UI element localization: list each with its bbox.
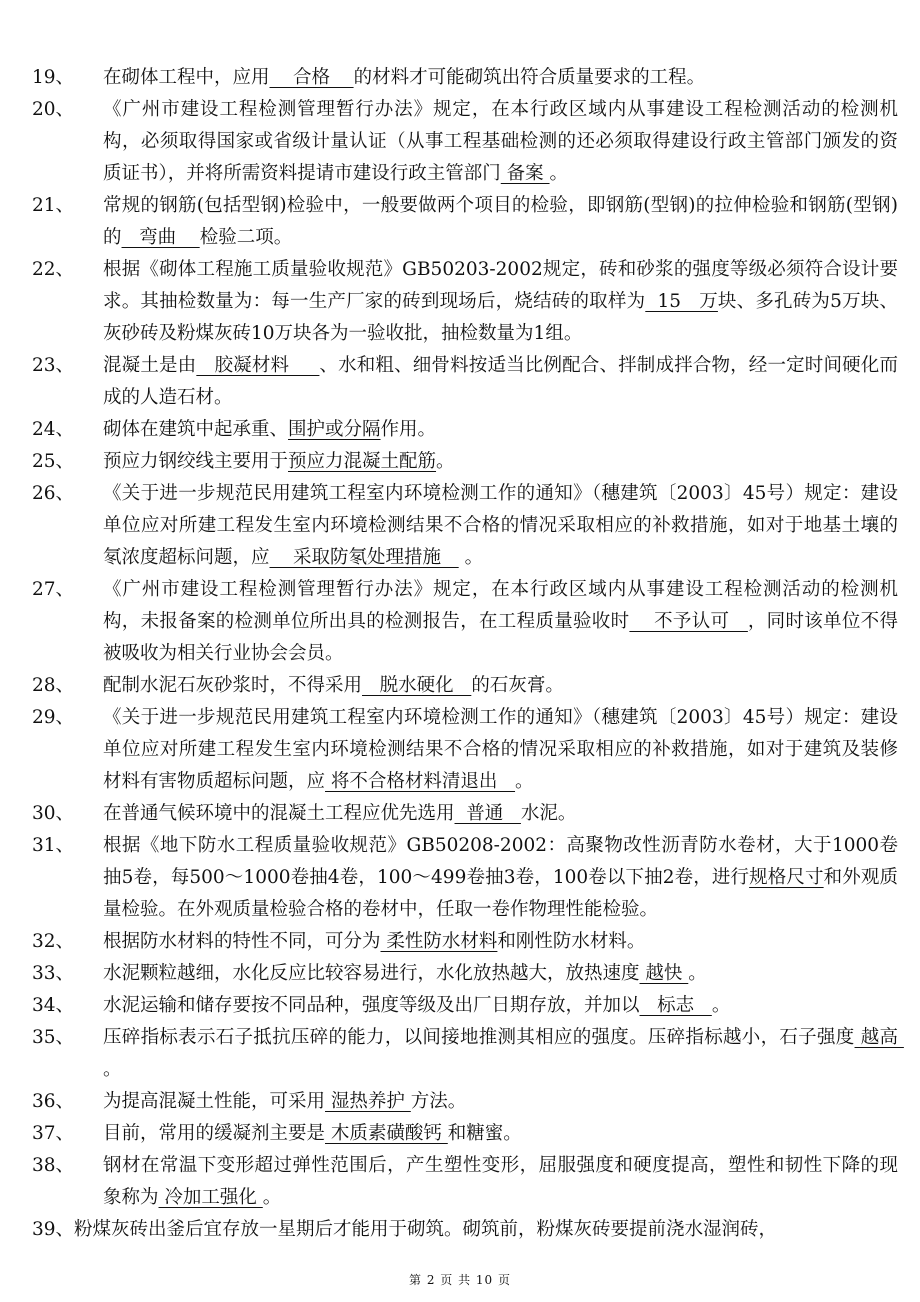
question-item: [0, 926, 920, 958]
question-item: [0, 478, 920, 574]
question-text: ，同时该单位不得被吸收为相关行业协会会员。: [103, 611, 898, 664]
answer-blank: 普通: [454, 803, 521, 824]
question-item: [0, 1214, 920, 1246]
question-text: 根据《砌体工程施工质量验收规范》GB50203-2002规定，砖和砂浆的强度等级必须符合设计要求。其抽检数量为：每一生产厂家的砖到现场后，烧结砖的取样为: [103, 259, 898, 312]
question-item: [0, 350, 920, 414]
question-number: 34、: [32, 995, 75, 1016]
answer-blank: 冷加工强化: [158, 1187, 263, 1208]
question-item: [0, 414, 920, 446]
question-text: 。: [262, 1187, 282, 1208]
question-item: [0, 670, 920, 702]
question-number: 35、: [32, 1027, 75, 1048]
question-number: 26、: [32, 483, 75, 504]
question-number: 29、: [32, 707, 75, 728]
answer-blank: 15 万: [645, 291, 718, 312]
question-text: 。: [515, 771, 534, 792]
answer-blank: 越快: [639, 963, 689, 984]
question-text: 。: [711, 995, 731, 1016]
question-text: 《广州市建设工程检测管理暂行办法》规定，在本行政区域内从事建设工程检测活动的检测机构，必须取得国家或省级计量认证（从事工程基础检测的还必须取得建设行政主管部门颁发的资质证书），并将所需资料提请市建设行政主管部门: [103, 99, 898, 184]
question-text: 根据《地下防水工程质量验收规范》GB50208-2002：高聚物改性沥青防水卷材，大于1000卷抽5卷，每500～1000卷抽4卷，100～499卷抽3卷，100卷以下抽2卷，进行: [103, 835, 898, 888]
question-text: 《广州市建设工程检测管理暂行办法》规定，在本行政区域内从事建设工程检测活动的检测机构，未报备案的检测单位所出具的检测报告，在工程质量验收时: [103, 579, 898, 632]
question-item: [0, 798, 920, 830]
question-text: 粉煤灰砖出釜后宜存放一星期后才能用于砌筑。砌筑前，粉煤灰砖要提前浇水湿润砖，: [74, 1219, 778, 1240]
question-text: 《关于进一步规范民用建筑工程室内环境检测工作的通知》（穗建筑〔2003〕45号）规定：建设单位应对所建工程发生室内环境检测结果不合格的情况采取相应的补救措施，如对于地基土壤的氡浓度超标问题，应: [103, 483, 898, 568]
answer-blank: 胶凝材料: [196, 355, 320, 376]
question-text: 的石灰膏。: [471, 675, 564, 696]
question-item: [0, 1086, 920, 1118]
question-text: 水泥。: [520, 803, 577, 824]
question-item: [0, 1150, 920, 1214]
question-text: 《关于进一步规范民用建筑工程室内环境检测工作的通知》（穗建筑〔2003〕45号）规定：建设单位应对所建工程发生室内环境检测结果不合格的情况采取相应的补救措施，如对于建筑及装修材料有害物质超标问题，应: [103, 707, 898, 792]
question-number: 37、: [32, 1123, 75, 1144]
question-text: 砌体在建筑中起承重、: [103, 419, 289, 440]
question-text: 。: [436, 451, 455, 472]
question-number: 23、: [32, 355, 75, 376]
question-item: [0, 190, 920, 254]
question-item: [0, 254, 920, 350]
question-text: 配制水泥石灰砂浆时，不得采用: [103, 675, 363, 696]
answer-blank: 湿热养护: [325, 1091, 411, 1112]
question-item: [0, 574, 920, 670]
question-item: [0, 702, 920, 798]
question-text: 和糖蜜。: [447, 1123, 522, 1144]
question-text: 混凝土是由: [103, 355, 197, 376]
question-text: 检验二项。: [199, 227, 293, 248]
answer-blank: 规格尺寸: [749, 867, 824, 888]
question-number: 38、: [32, 1155, 75, 1176]
question-item: [0, 1022, 920, 1086]
question-number: 36、: [32, 1091, 75, 1112]
question-number: 30、: [32, 803, 75, 824]
question-item: [0, 990, 920, 1022]
answer-blank: 采取防氡处理措施: [269, 547, 459, 568]
answer-blank: 预应力混凝土配筋: [288, 451, 437, 472]
question-item: [0, 1118, 920, 1150]
question-number: 22、: [32, 259, 75, 280]
question-text: 目前，常用的缓凝剂主要是: [103, 1123, 326, 1144]
question-text: 作用。: [380, 419, 437, 440]
question-number: 32、: [32, 931, 75, 952]
question-number: 19、: [32, 67, 75, 88]
question-item: [0, 62, 920, 94]
question-text: 根据防水材料的特性不同，可分为: [103, 931, 381, 952]
question-text: 为提高混凝土性能，可采用: [103, 1091, 326, 1112]
question-text: 在砌体工程中，应用: [103, 67, 270, 88]
question-text: 和刚性防水材料。: [497, 931, 646, 952]
question-number: 33、: [32, 963, 75, 984]
question-item: [0, 830, 920, 926]
question-text: 水泥运输和储存要按不同品种，强度等级及出厂日期存放，并加以: [103, 995, 640, 1016]
answer-blank: 围护或分隔: [288, 419, 381, 440]
question-text: 。: [458, 547, 484, 568]
answer-blank: 将不合格材料清退出: [325, 771, 516, 792]
question-text: 预应力钢绞线主要用于: [103, 451, 289, 472]
answer-blank: 备案: [500, 163, 550, 184]
answer-blank: 木质素磺酸钙: [325, 1123, 448, 1144]
question-number: 25、: [32, 451, 75, 472]
question-number: 27、: [32, 579, 75, 600]
answer-blank: 不予认可: [629, 611, 748, 632]
question-text: 、水和粗、细骨料按适当比例配合、拌制成拌合物，经一定时间硬化而成的人造石材。: [103, 355, 898, 408]
page-footer: 第 2 页 共 10 页: [409, 1273, 511, 1287]
question-number: 21、: [32, 195, 75, 216]
question-list: [0, 62, 920, 1246]
question-text: 方法。: [410, 1091, 467, 1112]
question-item: [0, 958, 920, 990]
answer-blank: 弯曲: [121, 227, 200, 248]
question-text: 。: [688, 963, 707, 984]
question-text: 的材料才可能砌筑出符合质量要求的工程。: [353, 67, 706, 88]
question-text: 和外观质量检验。在外观质量检验合格的卷材中，任取一卷作物理性能检验。: [103, 867, 898, 920]
question-number: 24、: [32, 419, 75, 440]
answer-blank: 合格: [269, 67, 354, 88]
question-text: 。: [103, 1059, 122, 1080]
answer-blank: 脱水硬化: [362, 675, 472, 696]
question-text: 水泥颗粒越细，水化反应比较容易进行，水化放热越大，放热速度: [103, 963, 640, 984]
question-text: 常规的钢筋(包括型钢)检验中，一般要做两个项目的检验，即钢筋(型钢)的拉伸检验和钢筋(型钢)的: [103, 195, 898, 248]
question-text: 块、多孔砖为5万块、灰砂砖及粉煤灰砖10万块各为一验收批，抽检数量为1组。: [103, 291, 898, 344]
question-number: 28、: [32, 675, 75, 696]
question-item: [0, 446, 920, 478]
question-text: 钢材在常温下变形超过弹性范围后，产生塑性变形，屈服强度和硬度提高，塑性和韧性下降的现象称为: [103, 1155, 898, 1208]
question-text: 在普通气候环境中的混凝土工程应优先选用: [103, 803, 455, 824]
question-item: [0, 94, 920, 190]
question-number: 31、: [32, 835, 75, 856]
question-number: 39、: [32, 1219, 75, 1240]
answer-blank: 标志: [639, 995, 712, 1016]
question-text: 。: [549, 163, 569, 184]
answer-blank: 柔性防水材料: [380, 931, 498, 952]
question-text: 压碎指标表示石子抵抗压碎的能力，以间接地推测其相应的强度。压碎指标越小，石子强度: [103, 1027, 855, 1048]
answer-blank: 越高: [854, 1027, 904, 1048]
question-number: 20、: [32, 99, 75, 120]
